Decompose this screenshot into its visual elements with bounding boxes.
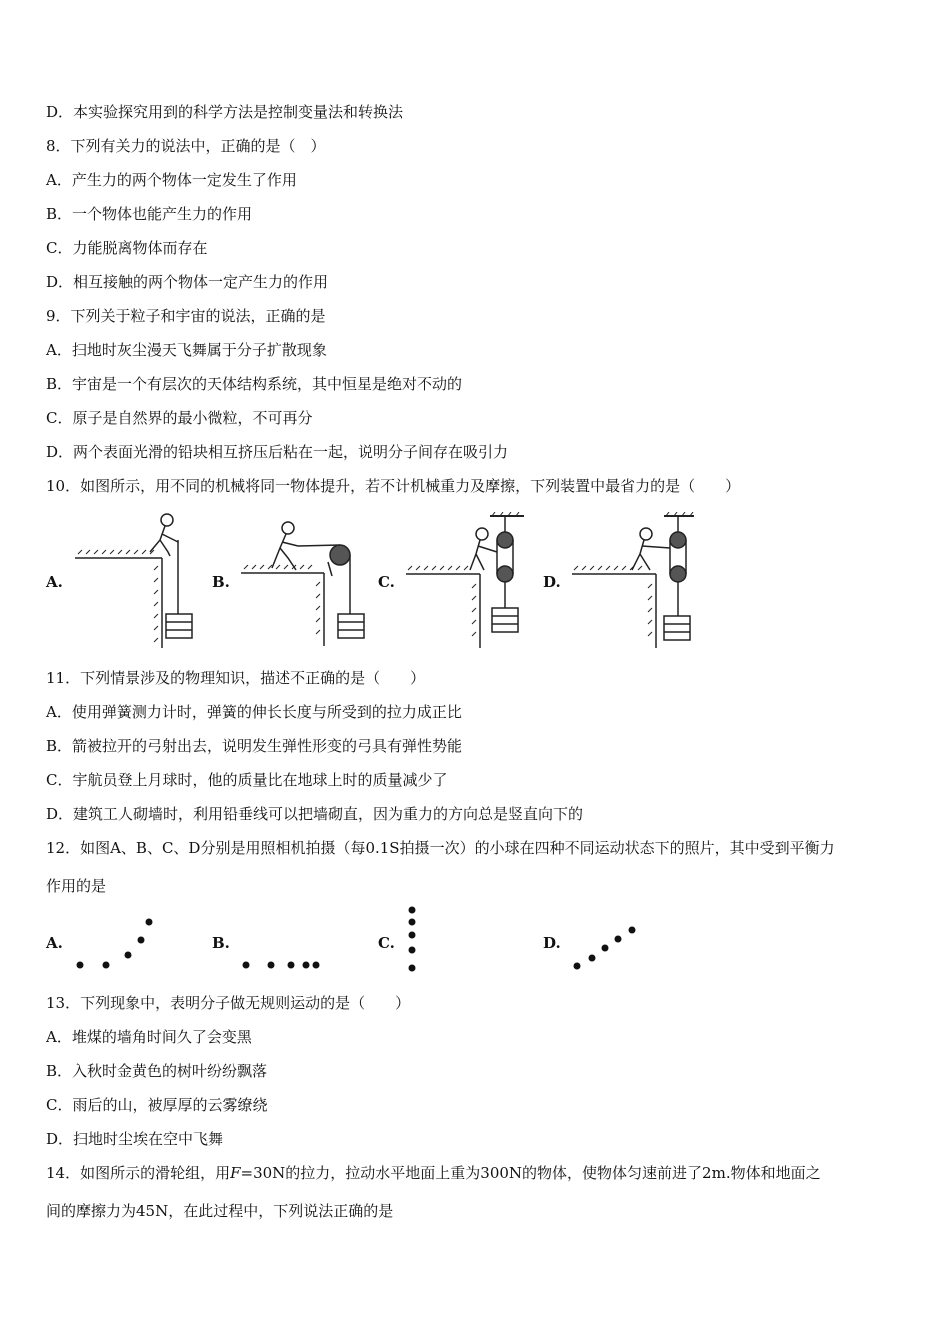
q7-option-d: D．本实验探究用到的科学方法是控制变量法和转换法 [46, 103, 404, 121]
q11-option-b: B．箭被拉开的弓射出去，说明发生弹性形变的弓具有弹性势能 [46, 737, 463, 755]
q10-label-a: A. [46, 573, 63, 591]
q10-label-c: C. [378, 573, 395, 591]
q10-label-b: B. [212, 573, 230, 591]
q12-b-dot [288, 962, 295, 969]
q14-force-var: F [230, 1164, 241, 1182]
q12-figure-c [400, 902, 425, 977]
q14-stem-line1 [46, 1163, 821, 1183]
q8-option-d: D．相互接触的两个物体一定产生力的作用 [46, 273, 329, 291]
q11-option-c: C．宇航员登上月球时，他的质量比在地球上时的质量减少了 [46, 771, 448, 789]
q12-d-dot [629, 927, 636, 934]
q12-figure-b [236, 955, 331, 975]
q11-stem: 11．下列情景涉及的物理知识，描述不正确的是（ ） [46, 669, 426, 687]
q12-figure-d [568, 922, 643, 974]
q13-option-a: A．堆煤的墙角时间久了会变黑 [46, 1028, 252, 1046]
q12-a-dot [146, 919, 153, 926]
q13-stem: 13．下列现象中，表明分子做无规则运动的是（ ） [46, 994, 411, 1012]
q10-label-d: D. [543, 573, 561, 591]
q9-option-b: B．宇宙是一个有层次的天体结构系统，其中恒星是绝对不动的 [46, 375, 463, 393]
q8-option-a: A．产生力的两个物体一定发生了作用 [46, 171, 297, 189]
q9-option-c: C．原子是自然界的最小微粒，不可再分 [46, 409, 313, 427]
q12-a-dot [77, 962, 84, 969]
q12-c-dot [409, 907, 416, 914]
q12-a-dot [103, 962, 110, 969]
q12-a-dot [125, 952, 132, 959]
q12-c-dot [409, 919, 416, 926]
q12-b-dot [303, 962, 310, 969]
q10-figure-d [568, 512, 698, 650]
q10-figure-a [70, 510, 200, 650]
q12-b-dot [243, 962, 250, 969]
q14-stem-line2: 间的摩擦力为45N，在此过程中，下列说法正确的是 [46, 1202, 394, 1220]
q12-c-dot [409, 947, 416, 954]
q14-stem-pre: 14．如图所示的滑轮组，用 [46, 1164, 231, 1182]
q8-option-b: B．一个物体也能产生力的作用 [46, 205, 253, 223]
q12-stem-line2: 作用的是 [46, 877, 107, 895]
q11-option-a: A．使用弹簧测力计时，弹簧的伸长长度与所受到的拉力成正比 [46, 703, 462, 721]
q12-label-c: C. [378, 934, 395, 952]
q12-c-dot [409, 965, 416, 972]
q13-option-d: D．扫地时尘埃在空中飞舞 [46, 1130, 224, 1148]
q12-b-dot [313, 962, 320, 969]
q12-figure-a [70, 910, 160, 975]
q8-option-c: C．力能脱离物体而存在 [46, 239, 208, 257]
q12-label-d: D. [543, 934, 561, 952]
q9-option-a: A．扫地时灰尘漫天飞舞属于分子扩散现象 [46, 341, 327, 359]
q12-c-dot [409, 932, 416, 939]
q12-d-dot [602, 945, 609, 952]
q12-a-dot [138, 937, 145, 944]
q9-option-d: D．两个表面光滑的铅块相互挤压后粘在一起，说明分子间存在吸引力 [46, 443, 509, 461]
q14-stem-post: =30N的拉力，拉动水平地面上重为300N的物体，使物体匀速前进了2m.物体和地面之 [240, 1164, 821, 1182]
q11-option-d: D．建筑工人砌墙时，利用铅垂线可以把墙砌直，因为重力的方向总是竖直向下的 [46, 805, 584, 823]
q9-stem: 9．下列关于粒子和宇宙的说法，正确的是 [46, 307, 326, 325]
q10-figure-b [236, 518, 376, 648]
q10-stem: 10．如图所示，用不同的机械将同一物体提升，若不计机械重力及摩擦，下列装置中最省力的是（ ） [46, 477, 741, 495]
q13-option-c: C．雨后的山，被厚厚的云雾缭绕 [46, 1096, 268, 1114]
q12-d-dot [589, 955, 596, 962]
q12-stem-line1: 12．如图A、B、C、D分别是用照相机拍摄（每0.1S拍摄一次）的小球在四种不同运动状态下的照片，其中受到平衡力 [46, 839, 835, 857]
q8-stem: 8．下列有关力的说法中，正确的是（ ） [46, 137, 326, 155]
q12-label-b: B. [212, 934, 230, 952]
q12-d-dot [574, 963, 581, 970]
q12-b-dot [268, 962, 275, 969]
q10-figure-c [402, 512, 532, 650]
q13-option-b: B．入秋时金黄色的树叶纷纷飘落 [46, 1062, 268, 1080]
q12-label-a: A. [46, 934, 63, 952]
q12-d-dot [615, 936, 622, 943]
